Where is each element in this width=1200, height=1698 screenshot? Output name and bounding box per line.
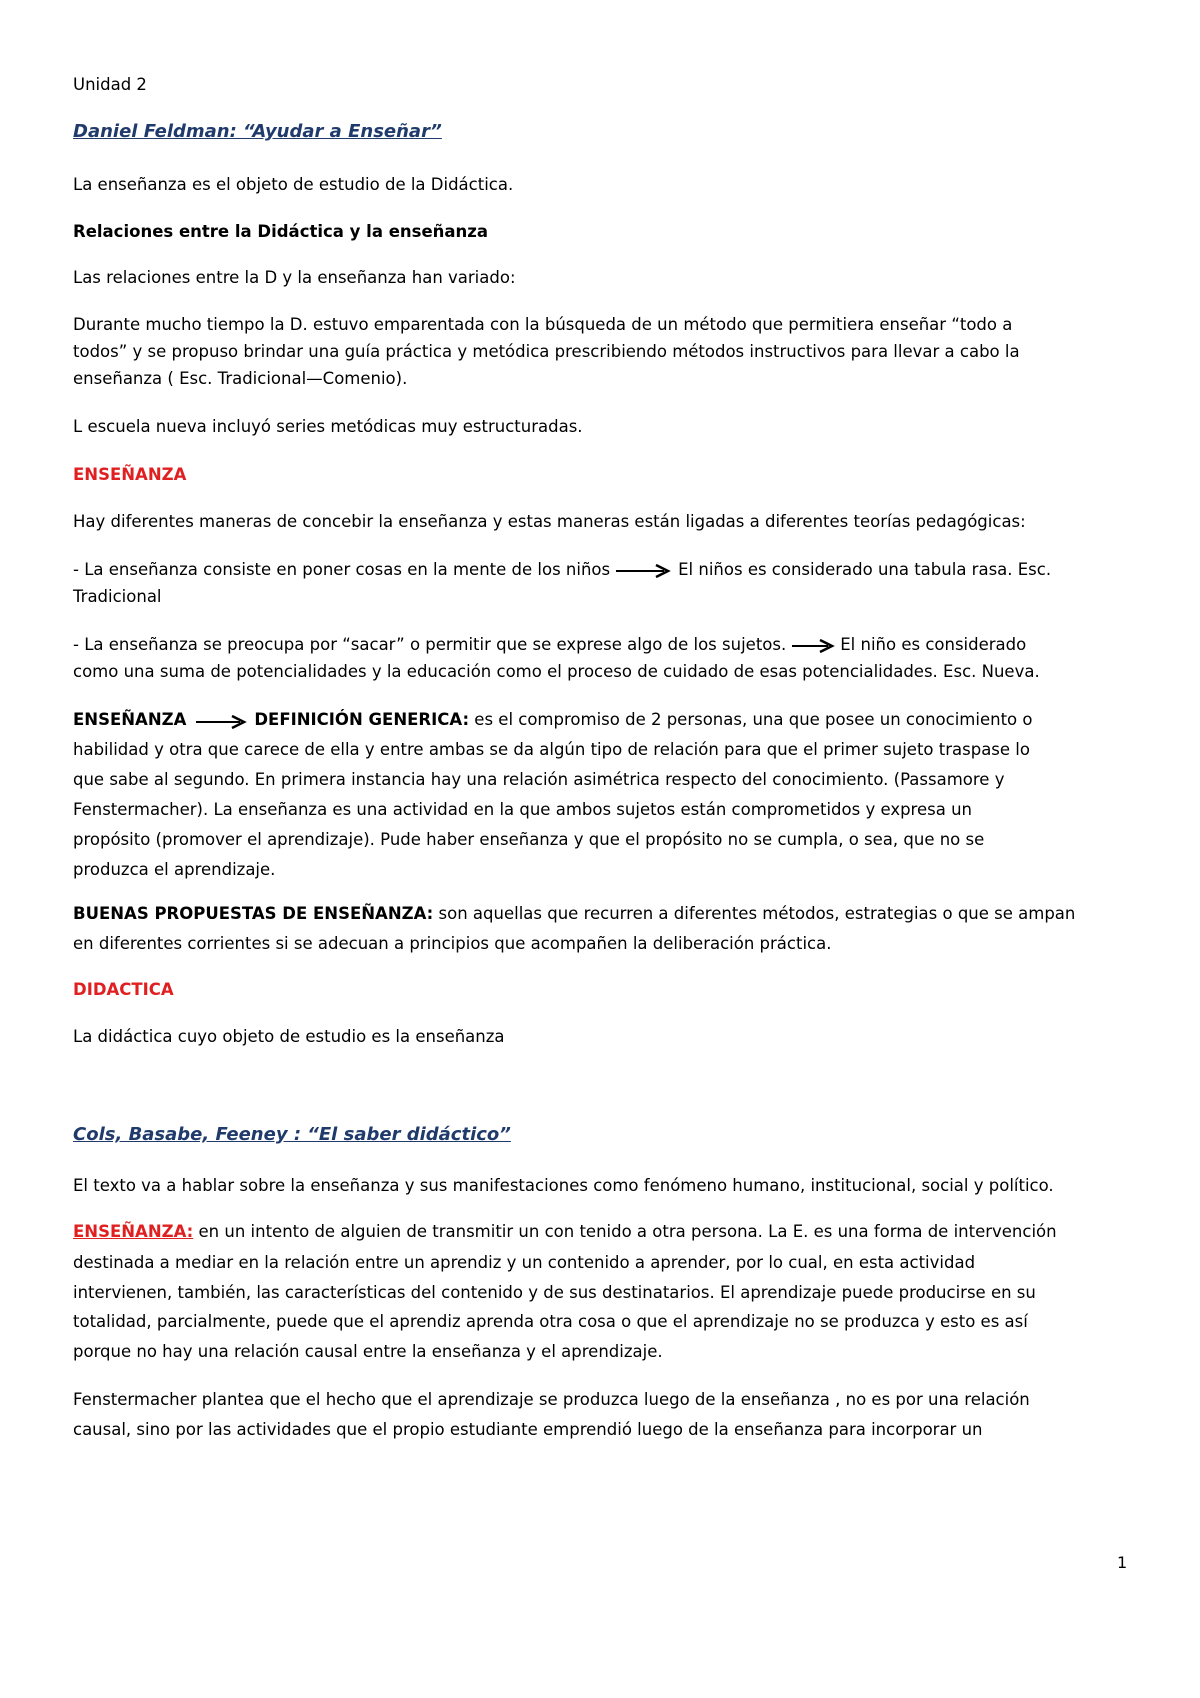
- term-label: ENSEÑANZA:: [73, 1222, 194, 1241]
- paragraph-line: habilidad y otra que carece de ella y entre ambas se da algún tipo de relación para que el primer sujeto traspase lo: [73, 740, 1030, 759]
- definition-text: en un intento de alguien de transmitir un con tenido a otra persona. La E. es una forma de intervención: [198, 1222, 1057, 1241]
- paragraph-line: causal, sino por las actividades que el propio estudiante emprendió luego de la enseñanza para incorporar un: [73, 1420, 983, 1439]
- term-label: ENSEÑANZA: [73, 710, 187, 729]
- list-item-text: - La enseñanza se preocupa por “sacar” o permitir que se exprese algo de los sujetos.: [73, 635, 787, 654]
- paragraph-line: Fenstermacher plantea que el hecho que el aprendizaje se produzca luego de la enseñanza , no es por una relación: [73, 1390, 1030, 1409]
- paragraph-line: todos” y se propuso brindar una guía práctica y metódica prescribiendo métodos instructivos para llevar a cabo la: [73, 342, 1020, 361]
- section-heading-cols: Cols, Basabe, Feeney : “El saber didáctico”: [73, 1124, 511, 1145]
- section-label-ensenanza: ENSEÑANZA: [73, 465, 187, 484]
- paragraph-line: que sabe al segundo. En primera instancia hay una relación asimétrica respecto del conocimiento. (Passamore y: [73, 770, 1005, 789]
- paragraph-line: destinada a mediar en la relación entre un aprendiz y un contenido a aprender, por lo cual, en esta actividad: [73, 1253, 976, 1272]
- paragraph-line: propósito (promover el aprendizaje). Pude haber enseñanza y que el propósito no se cumpla, o sea, que no se: [73, 830, 985, 849]
- paragraph: Las relaciones entre la D y la enseñanza han variado:: [73, 268, 516, 287]
- paragraph-line: totalidad, parcialmente, puede que el aprendiz aprenda otra cosa o que el aprendizaje no se produzca y esto es así: [73, 1312, 1028, 1331]
- list-item: [73, 560, 1051, 580]
- page-number: 1: [1117, 1553, 1128, 1572]
- paragraph: L escuela nueva incluyó series metódicas muy estructuradas.: [73, 417, 583, 436]
- list-item-text: El niños es considerado una tabula rasa. Esc.: [678, 560, 1052, 579]
- unit-label: Unidad 2: [73, 75, 147, 94]
- paragraph: Hay diferentes maneras de concebir la enseñanza y estas maneras están ligadas a diferentes teorías pedagógicas:: [73, 512, 1026, 531]
- section-label-didactica: DIDACTICA: [73, 980, 174, 999]
- list-item-continuation: como una suma de potencialidades y la educación como el proceso de cuidado de esas potencialidades. Esc. Nueva.: [73, 662, 1040, 681]
- paragraph-line: enseñanza ( Esc. Tradicional—Comenio).: [73, 369, 408, 388]
- paragraph-line: Durante mucho tiempo la D. estuvo emparentada con la búsqueda de un método que permitiera enseñar “todo a: [73, 315, 1013, 334]
- arrow-right-icon: [790, 638, 836, 654]
- section-heading-feldman: Daniel Feldman: “Ayudar a Enseñar”: [73, 121, 442, 142]
- list-item-text: El niño es considerado: [840, 635, 1027, 654]
- list-item-continuation: Tradicional: [73, 587, 162, 606]
- paragraph: La didáctica cuyo objeto de estudio es la enseñanza: [73, 1027, 505, 1046]
- definition-paragraph: [73, 904, 1075, 924]
- arrow-right-icon: [614, 563, 674, 579]
- paragraph-line: porque no hay una relación causal entre la enseñanza y el aprendizaje.: [73, 1342, 663, 1361]
- definition-text: son aquellas que recurren a diferentes métodos, estrategias o que se ampan: [438, 904, 1076, 923]
- paragraph-line: Fenstermacher). La enseñanza es una actividad en la que ambos sujetos están comprometidos y expresa un: [73, 800, 972, 819]
- paragraph-line: intervienen, también, las características del contenido y de sus destinatarios. El aprendizaje puede producirse en su: [73, 1283, 1036, 1302]
- term-label: DEFINICIÓN GENERICA:: [254, 710, 470, 729]
- arrow-right-icon: [190, 713, 250, 729]
- paragraph: La enseñanza es el objeto de estudio de la Didáctica.: [73, 175, 514, 194]
- list-item: [73, 635, 1026, 655]
- list-item-text: - La enseñanza consiste en poner cosas en la mente de los niños: [73, 560, 611, 579]
- definition-paragraph: [73, 1222, 1057, 1242]
- definition-text: es el compromiso de 2 personas, una que posee un conocimiento o: [474, 710, 1033, 729]
- paragraph: El texto va a hablar sobre la enseñanza y sus manifestaciones como fenómeno humano, institucional, social y político.: [73, 1176, 1054, 1195]
- term-label: BUENAS PROPUESTAS DE ENSEÑANZA:: [73, 904, 434, 923]
- definition-paragraph: [73, 710, 1032, 730]
- paragraph-line: en diferentes corrientes si se adecuan a principios que acompañen la deliberación práctica.: [73, 934, 832, 953]
- paragraph-line: produzca el aprendizaje.: [73, 860, 276, 879]
- subheading-relations: Relaciones entre la Didáctica y la enseñanza: [73, 222, 489, 241]
